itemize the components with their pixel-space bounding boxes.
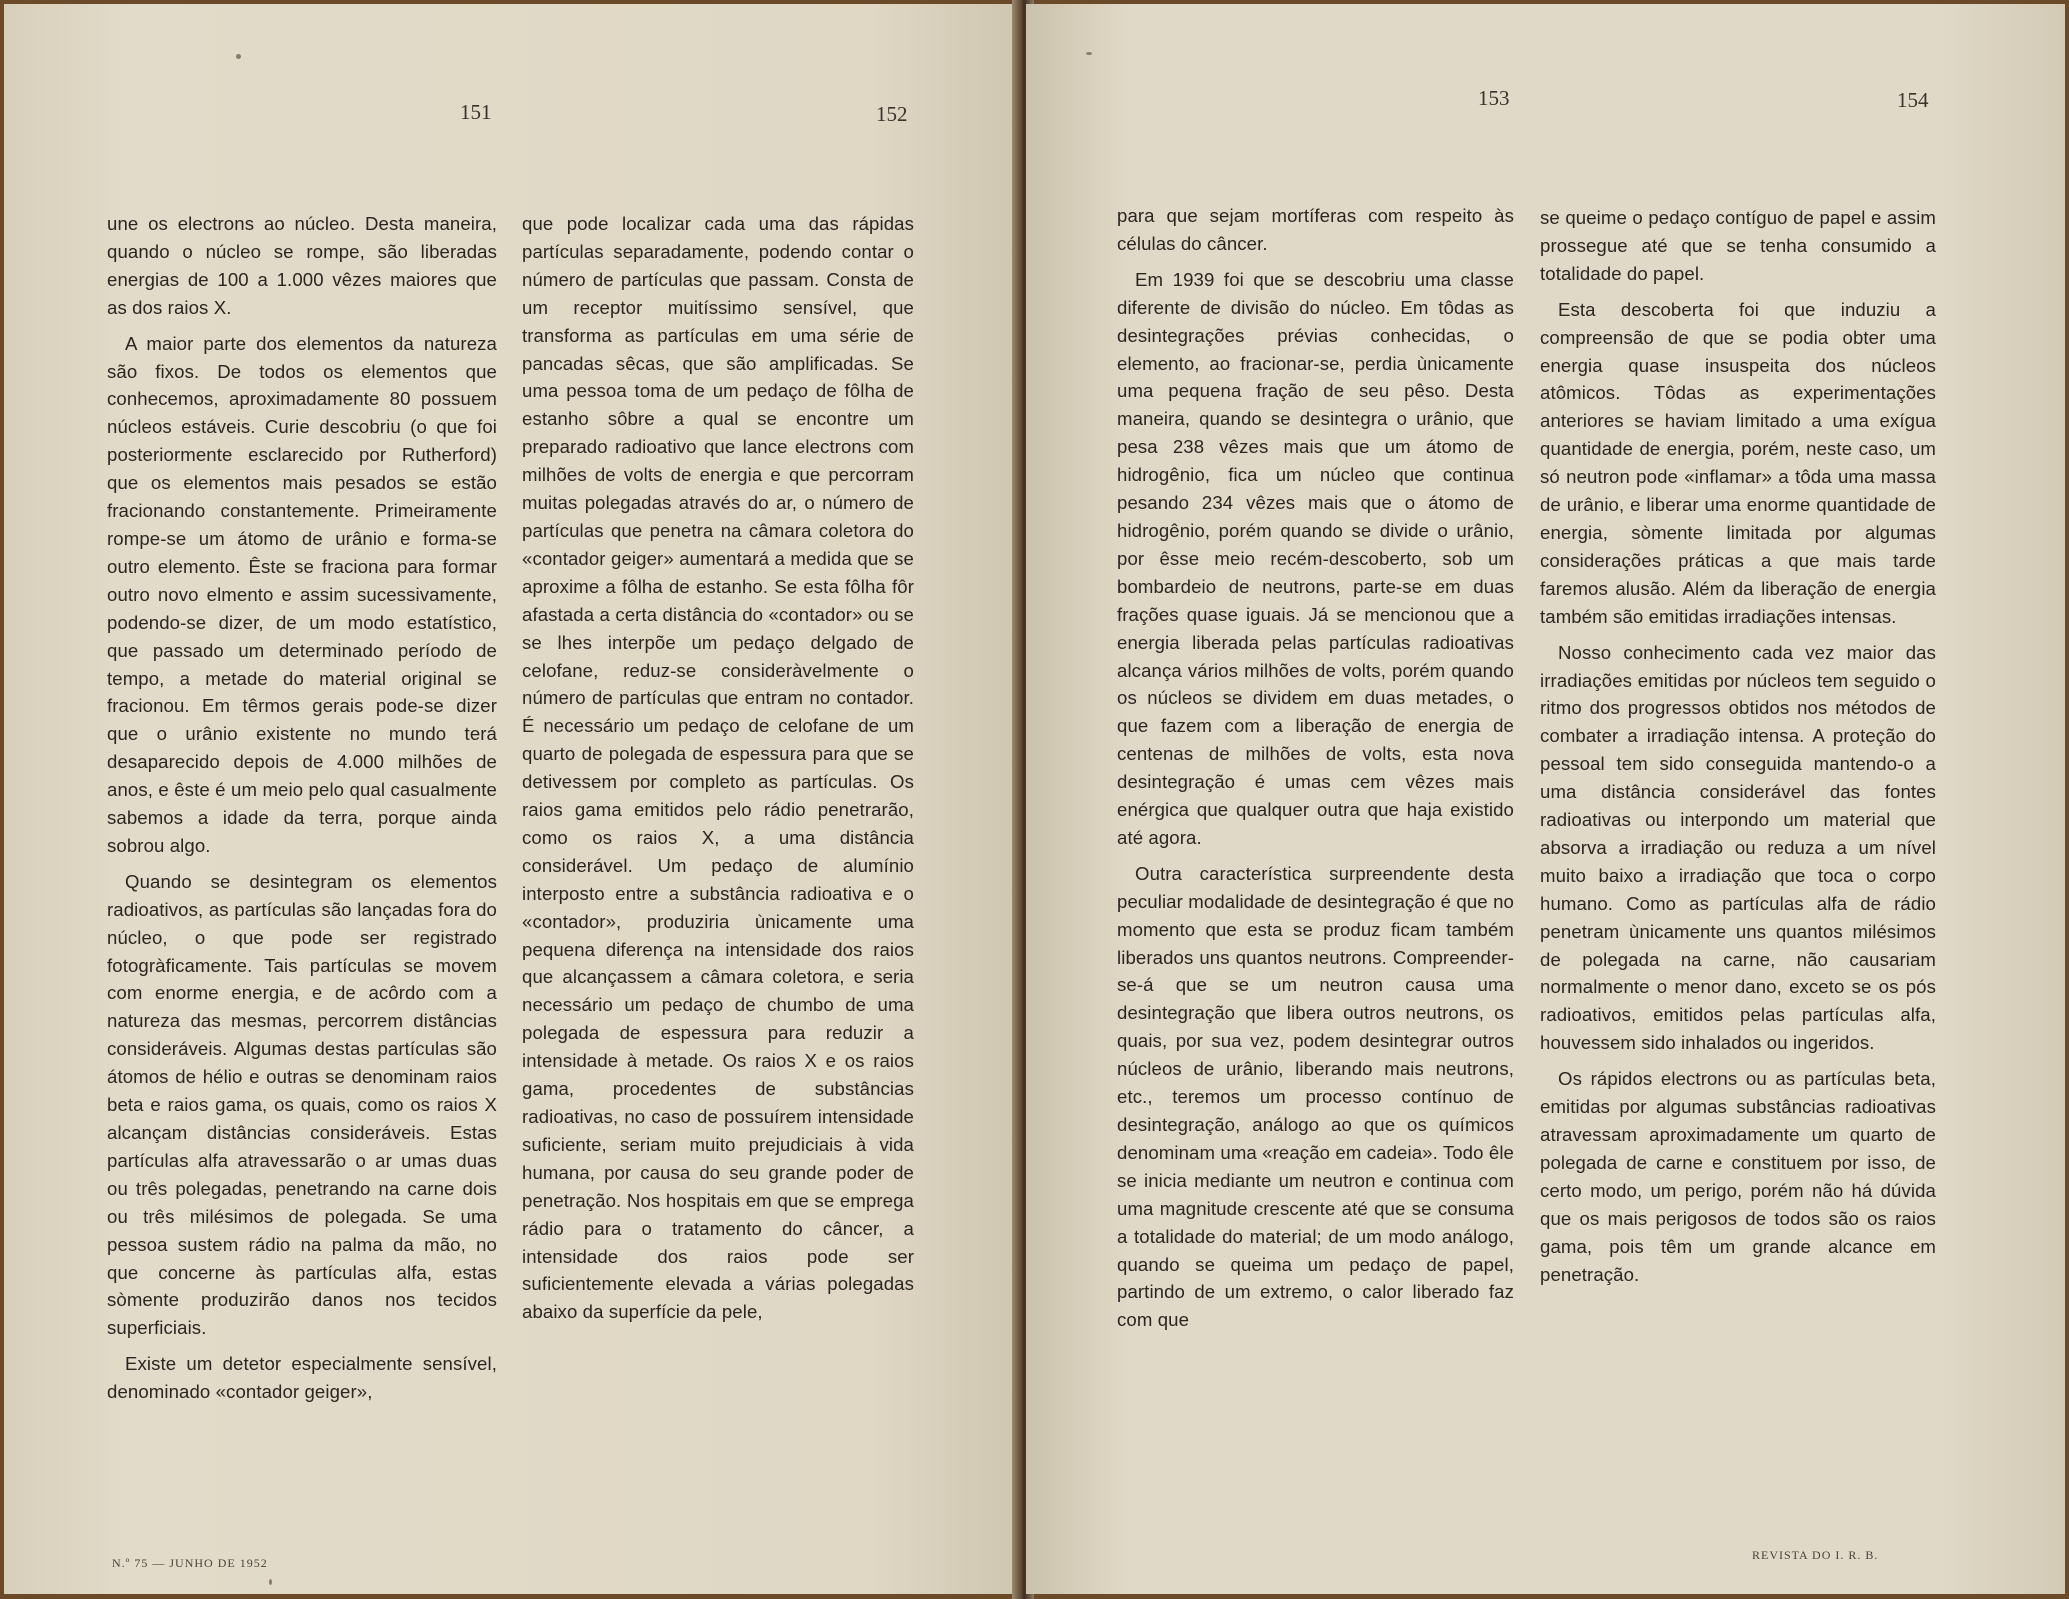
- paragraph: para que sejam mortíferas com respeito às células do câncer.: [1117, 205, 1514, 254]
- paragraph: Nosso conhecimento cada vez maior das irradiações emitidas por núcleos tem seguido o ritmo dos progressos obtidos nos métodos de combater a irradiação intensa. A proteção do pessoal tem sido conseguida mantendo-o a uma distância considerável das fontes radioativas ou interpondo um material que absorva a irradiação ou reduza a um nível muito baixo a irradiação que toca o corpo humano. Como as partículas alfa de rádio penetram ùnicamente uns quantos milésimos de polegada na carne, não causariam normalmente o menor dano, exceto se os pós radioativos, emitidos pelas partículas alfa, houvessem sido inhalados ou ingeridos.: [1540, 641, 1936, 1054]
- page-number-151: 151: [460, 100, 492, 124]
- paragraph: A maior parte dos elementos da natureza são fixos. De todos os elementos que conhecemos, aproximadamente 80 possuem núcleos estáveis. Curie descobriu (o que foi posteriormente esclarecido por Rutherford) que os elementos mais pesados se estão fracionando constantemente. Primeiramente rompe-se um átomo de urânio e forma-se outro elemento. Êste se fraciona para formar outro novo elmento e assim sucessivamente, podendo-se dizer, de um modo estatístico, que passado um determinado período de tempo, a metade do material original se fracionou. Em têrmos gerais pode-se dizer que o urânio existente no mundo terá desaparecido depois de 4.000 milhões de anos, e êste é um meio pelo qual casualmente sabemos a idade da terra, porque ainda sobrou algo.: [107, 332, 497, 856]
- paper-speck: [236, 54, 241, 59]
- paragraph: Os rápidos electrons ou as partículas beta, emitidas por algumas substâncias radioativas atravessam aproximadamente um quarto de polegada de carne e constituem por isso, de certo modo, um perigo, porém não há dúvida que os mais perigosos de todos são os raios gama, pois têm um grande alcance em penetração.: [1540, 1068, 1936, 1285]
- page-number-154: 154: [1897, 88, 1929, 112]
- left-page: [4, 4, 1020, 1594]
- paragraph: une os electrons ao núcleo. Desta maneira, quando o núcleo se rompe, são liberadas energias de 100 a 1.000 vêzes maiores que as dos raios X.: [107, 213, 497, 318]
- paper-speck: [1086, 52, 1092, 55]
- paragraph: Em 1939 foi que se descobriu uma classe diferente de divisão do núcleo. Em tôdas as desintegrações prévias conhecidas, o elemento, ao fracionar-se, perdia ùnicamente uma pequena fração de seu pêso. Desta maneira, quando se desintegra o urânio, que pesa 238 vêzes mais que um átomo de hidrogênio, fica um núcleo que continua pesando 234 vêzes mais que o átomo de hidrogênio, porém quando se divide o urânio, por êsse meio recém-descoberto, sob um bombardeio de neutrons, parte-se em duas frações quase iguais. Já se mencionou que a energia liberada pelas partículas radioativas alcança vários milhões de volts, porém quando os núcleos se dividem em duas metades, o que fazem com a liberação de energia de centenas de milhões de volts, esta nova desintegração é umas cem vêzes mais enérgica que qualquer outra que haja existido até agora.: [1117, 268, 1514, 848]
- paragraph: Existe um detetor especialmente sensível, denominado «contador geiger»,: [107, 1353, 497, 1403]
- column-page-152: [522, 210, 914, 1334]
- footer-issue: N.º 75 — JUNHO DE 1952: [112, 1556, 268, 1570]
- page-number-152: 152: [876, 102, 908, 126]
- page-number-153: 153: [1478, 86, 1510, 110]
- paragraph: que pode localizar cada uma das rápidas partículas separadamente, podendo contar o número de partículas que passam. Consta de um receptor muitíssimo sensível, que transforma as partículas em uma série de pancadas sêcas, que são amplificadas. Se uma pessoa toma de um pedaço de fôlha de estanho sôbre a qual se encontre um preparado radioativo que lance electrons com milhões de volts de energia e que percorram muitas polegadas através do ar, o número de partículas que penetra na câmara coletora do «contador geiger» aumentará a medida que se aproxime a fôlha de estanho. Se esta fôlha fôr afastada a certa distância do «contador» ou se se lhes interpõe um pedaço delgado de celofane, reduz-se consideràvelmente o número de partículas que entram no contador. É necessário um pedaço de celofane de um quarto de polegada de espessura para que se detivessem por completo as partículas. Os raios gama emitidos pelo rádio penetrarão, como os raios X, a uma distância considerável. Um pedaço de alumínio interposto entre a substância radioativa e o «contador», produziria ùnicamente uma pequena diferença na intensidade dos raios que alcançassem a câmara coletora, e seria necessário um pedaço de chumbo de uma polegada de espessura para reduzir a intensidade à metade. Os raios X e os raios gama, procedentes de substâncias radioativas, no caso de possuírem intensidade suficiente, seriam muito prejudiciais à vida humana, por causa do seu grande poder de penetração. Nos hospitais em que se emprega rádio para o tratamento do câncer, a intensidade dos raios pode ser suficientemente elevada a várias polegadas abaixo da superfície da pele,: [522, 213, 914, 1323]
- column-page-154: [1540, 204, 1936, 1296]
- right-page: [1026, 4, 2065, 1594]
- paragraph: Esta descoberta foi que induziu a compreensão de que se podia obter uma energia quase insuspeita dos núcleos atômicos. Tôdas as experimentações anteriores se haviam limitado a uma exígua quantidade de energia, porém, neste caso, um só neutron pode «inflamar» a tôda uma massa de urânio, e liberar uma enorme quantidade de energia, sòmente limitada por algumas considerações práticas a que mais tarde faremos alusão. Além da liberação de energia também são emitidas irradiações intensas.: [1540, 298, 1936, 627]
- paragraph: Quando se desintegram os elementos radioativos, as partículas são lançadas fora do núcleo, o que pode ser registrado fotogràficamente. Tais partículas se movem com enorme energia, e de acôrdo com a natureza das mesmas, percorrem distâncias consideráveis. Algumas destas partículas são átomos de hélio e outras se denominam raios beta e raios gama, os quais, como os raios X alcançam distâncias consideráveis. Estas partículas alfa atravessarão o ar umas duas ou três polegadas, penetrando na carne dois ou três milésimos de polegada. Se uma pessoa sustem rádio na palma da mão, no que concerne às partículas alfa, estas sòmente produzirão danos nos tecidos superficiais.: [107, 870, 497, 1339]
- footer-journal: REVISTA DO I. R. B.: [1752, 1548, 1879, 1562]
- paragraph: Outra característica surpreendente desta peculiar modalidade de desintegração é que no momento que esta se produz ficam também liberados uns quantos neutrons. Compreender-se-á que se um neutron causa uma desintegração que libera outros neutrons, os quais, por sua vez, podem desintegrar outros núcleos de urânio, liberando mais neutrons, etc., teremos um processo contínuo de desintegração, análogo ao que os químicos denominam uma «reação em cadeia». Todo êle se inicia mediante um neutron e continua com uma magnitude crescente até que se consuma a totalidade do material; de um modo análogo, quando se queima um pedaço de papel, partindo de um extremo, o calor liberado faz com que: [1117, 862, 1514, 1331]
- column-page-151: [107, 210, 497, 1414]
- paragraph: se queime o pedaço contíguo de papel e assim prossegue até que se tenha consumido a totalidade do papel.: [1540, 207, 1936, 284]
- column-page-153: [1117, 202, 1514, 1342]
- paper-speck: [269, 1579, 272, 1585]
